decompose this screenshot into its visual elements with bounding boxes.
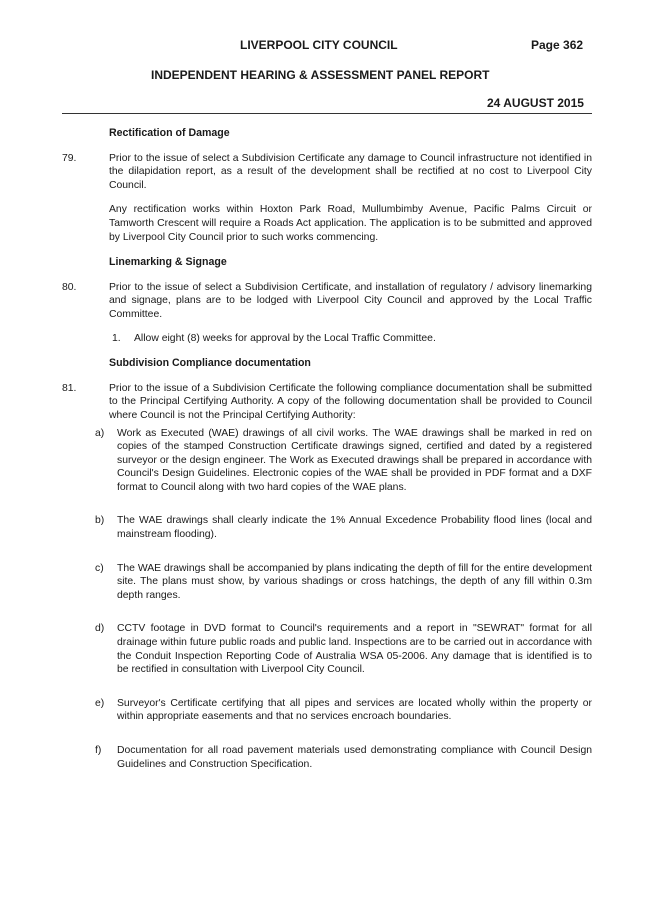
clause-number: 79. [62, 152, 77, 164]
subitem-label: b) [95, 515, 105, 527]
subitem-text: The WAE drawings shall be accompanied by plans indicating the depth of fill for the entire development site. The plans must show, by various shadings or cross hatchings, the depth of any fill within 0.3m depth ranges. [117, 562, 592, 601]
subitem-label: a) [95, 427, 105, 439]
subitem-e [62, 697, 592, 724]
subitem-text: Work as Executed (WAE) drawings of all civil works. The WAE drawings shall be marked in red on copies of the stamped Construction Certificate drawings signed, certified and dated by a registered surveyor or the design engineer. The Work as Executed drawings shall be prepared in accordance with Council's Design Guidelines. Electronic copies of the WAE shall be provided in PDF format and a DXF format to Council along with two hard copies of the WAE plans. [117, 427, 592, 493]
page-number: Page 362 [531, 38, 584, 52]
subitem-text: Surveyor's Certificate certifying that all pipes and services are located wholly within the property or within appropriate easements and that no services encroach boundaries. [117, 697, 592, 723]
subitem-f [62, 744, 592, 771]
header-divider [62, 113, 592, 114]
subitem-label: c) [95, 562, 104, 574]
report-date: 24 AUGUST 2015 [487, 96, 584, 110]
clause-number: 80. [62, 281, 77, 293]
clause-80 [62, 281, 592, 322]
section-heading-rectification: Rectification of Damage [109, 127, 230, 139]
council-name: LIVERPOOL CITY COUNCIL [240, 38, 398, 52]
subitem-b [62, 514, 592, 541]
clause-text: Prior to the issue of select a Subdivision Certificate any damage to Council infrastructure not identified in the dilapidation report, as a result of the development shall be rectified at no cost to Liverpool City Council. [109, 152, 592, 191]
clause-number: 81. [62, 382, 77, 394]
list-item [62, 332, 592, 346]
clause-text: Prior to the issue of a Subdivision Certificate the following compliance documentation shall be submitted to the Principal Certifying Authority. A copy of the following documentation shall be provided to Council where Council is not the Principal Certifying Authority: [109, 382, 592, 421]
subitem-text: Documentation for all road pavement materials used demonstrating compliance with Council Design Guidelines and Construction Specification. [117, 745, 592, 770]
subitem-label: f) [95, 745, 102, 756]
clause-79 [62, 152, 592, 193]
section-heading-linemarking: Linemarking & Signage [109, 256, 227, 269]
clause-79-paragraph-2: Any rectification works within Hoxton Park Road, Mullumbimby Avenue, Pacific Palms Circuit or Tamworth Crescent will require a Roads Act application. The application is to be submitted and approved by Liverpool City Council prior to such works commencing. [109, 204, 592, 243]
document-body [62, 118, 592, 771]
subitem-text: CCTV footage in DVD format to Council's requirements and a report in "SEWRAT" format for all drainage within future public roads and public land. Inspections are to be carried out in accordance with the Conduit Inspection Reporting Code of Australia WSA 05-2006. Any damage that is identified is to be rectified in consultation with Liverpool City Council. [117, 623, 592, 676]
subitem-a [62, 427, 592, 495]
subitem-text: The WAE drawings shall clearly indicate the 1% Annual Excedence Probability flood lines (local and mainstream flooding). [117, 515, 592, 541]
subitem-label: e) [95, 697, 105, 709]
subitem-c [62, 562, 592, 603]
clause-81 [62, 382, 592, 423]
item-text: Allow eight (8) weeks for approval by the Local Traffic Committee. [134, 332, 436, 344]
report-title: INDEPENDENT HEARING & ASSESSMENT PANEL REPORT [151, 68, 490, 82]
clause-text: Prior to the issue of select a Subdivision Certificate, and installation of regulatory / advisory linemarking and signage, plans are to be lodged with Liverpool City Council and approved by the Local Traffic Committee. [109, 281, 592, 320]
subitem-d [62, 622, 592, 676]
section-heading-compliance: Subdivision Compliance documentation [109, 357, 311, 370]
item-number: 1. [112, 332, 121, 344]
subitem-label: d) [95, 623, 105, 635]
